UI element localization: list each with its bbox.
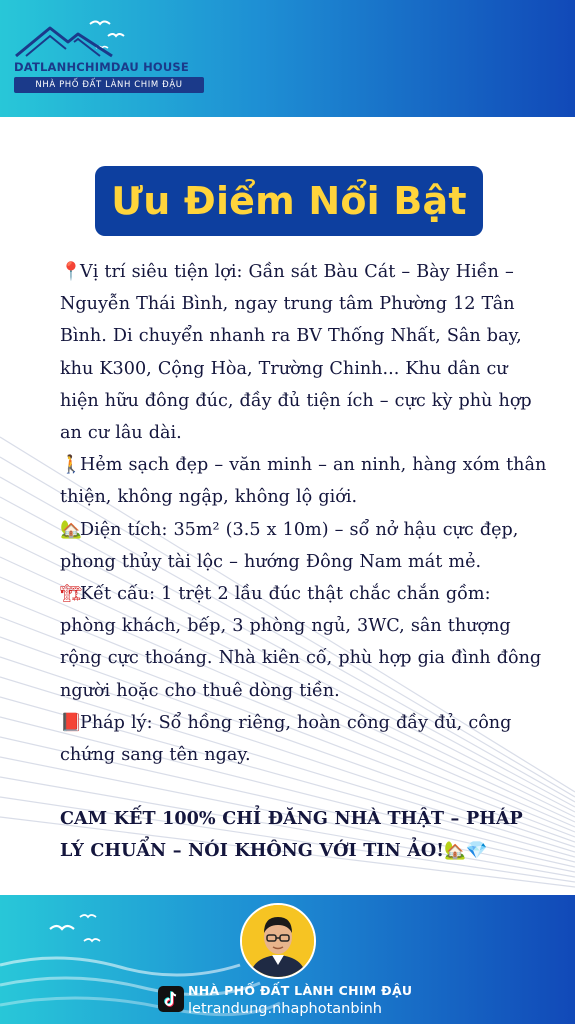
book-icon: 📕 <box>60 712 82 733</box>
tiktok-icon[interactable] <box>158 986 184 1012</box>
footer-brand-name: NHÀ PHỐ ĐẤT LÀNH CHIM ĐẬU <box>188 983 413 998</box>
diamond-icon: 💎 <box>465 840 488 862</box>
brand-tagline: NHÀ PHỐ ĐẤT LÀNH CHIM ĐẬU <box>14 77 204 93</box>
house-icon: 🏡 <box>60 519 82 540</box>
avatar <box>240 903 316 979</box>
title-banner <box>95 166 483 236</box>
brand-name: DATLANHCHIMDAU HOUSE <box>14 60 189 74</box>
features-list <box>60 256 550 868</box>
feature-area <box>60 514 550 578</box>
walking-person-icon: 🚶 <box>60 455 82 476</box>
commitment-statement <box>60 803 550 867</box>
feature-text: Vị trí siêu tiện lợi: Gần sát Bàu Cát – Bày Hiền – Nguyễn Thái Bình, ngay trung tâm Phường 12 Tân Bình. Di chuyển nhanh ra BV Thống Nhất, Sân bay, khu K300, Cộng Hòa, Trường Chinh... Khu dân cư hiện hữu đông đúc, đầy đủ tiện ích – cực kỳ phù hợp an cư lâu dài. <box>60 262 532 444</box>
feature-text: Diện tích: 35m² (3.5 x 10m) – sổ nở hậu cực đẹp, phong thủy tài lộc – hướng Đông Nam mát mẻ. <box>60 519 519 572</box>
birds-icon <box>40 907 120 957</box>
page-title: Ưu Điểm Nổi Bật <box>111 179 467 223</box>
house-icon: 🏡 <box>443 840 466 862</box>
commitment-text: CAM KẾT 100% CHỈ ĐĂNG NHÀ THẬT – PHÁP LÝ CHUẨN – NÓI KHÔNG VỚI TIN ẢO! <box>60 808 523 862</box>
brand-logo <box>8 22 203 102</box>
feature-structure <box>60 578 550 707</box>
feature-text: Pháp lý: Sổ hồng riêng, hoàn công đầy đủ, công chứng sang tên ngay. <box>60 712 512 766</box>
feature-alley <box>60 449 550 513</box>
person-icon <box>242 905 314 977</box>
header-banner <box>0 0 575 117</box>
feature-text: Kết cấu: 1 trệt 2 lầu đúc thật chắc chắn gồm: phòng khách, bếp, 3 phòng ngủ, 3WC, sân thượng rộng cực thoáng. Nhà kiên cố, phù hợp gia đình đông người hoặc cho thuê dòng tiền. <box>60 584 542 701</box>
music-note-icon <box>162 990 180 1008</box>
house-roof-icon <box>8 22 118 58</box>
feature-location <box>60 256 550 449</box>
pin-icon: 📍 <box>60 262 82 282</box>
crane-icon: 🏗 <box>60 584 83 605</box>
feature-legal <box>60 707 550 771</box>
feature-text: Hẻm sạch đẹp – văn minh – an ninh, hàng xóm thân thiện, không ngập, không lộ giới. <box>60 455 547 508</box>
social-handle[interactable]: letrandung.nhaphotanbinh <box>188 1001 382 1017</box>
